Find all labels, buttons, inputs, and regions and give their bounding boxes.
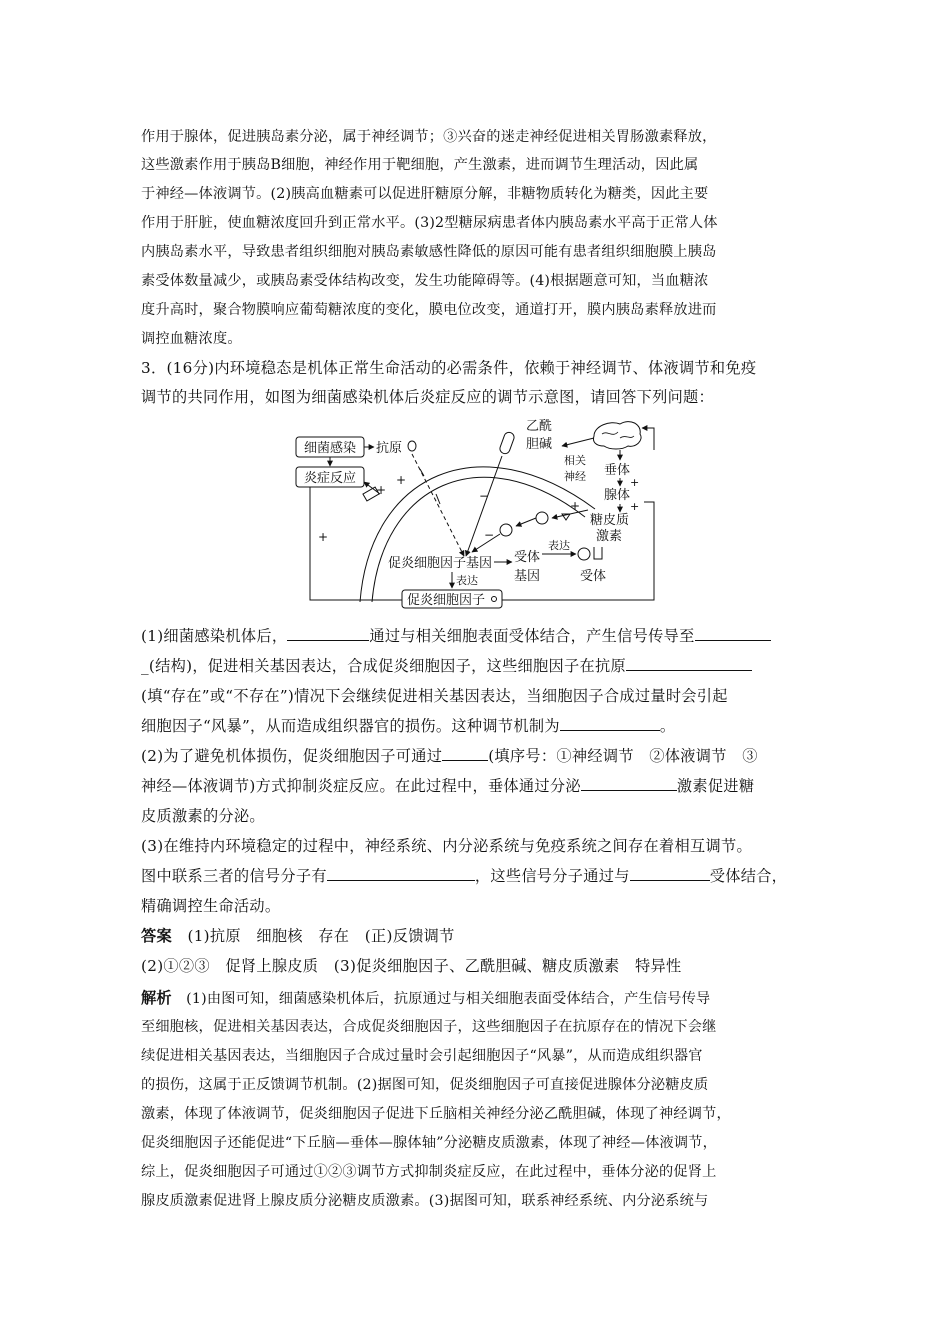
inflammation-regulation-diagram xyxy=(280,414,670,610)
sub1-line xyxy=(141,715,821,736)
receptor-complex-icon xyxy=(536,512,548,524)
pituitary-label: 垂体 xyxy=(604,463,631,478)
plus-sign: + xyxy=(396,473,407,487)
analysis-text: (1)由图可知，细菌感染机体后，抗原通过与相关细胞表面受体结合，产生信号传导 xyxy=(186,991,711,1007)
sub1-line xyxy=(141,655,821,676)
analysis-line: 至细胞核，促进相关基因表达，合成促炎细胞因子，这些细胞因子在抗原存在的情况下会继 xyxy=(141,1019,717,1035)
brain-icon xyxy=(593,422,641,449)
related-nerve-label: 神经 xyxy=(564,470,586,483)
answer-blank[interactable] xyxy=(327,865,475,881)
analysis-line: 激素，体现了体液调节，促炎细胞因子促进下丘脑相关神经分泌乙酰胆碱，体现了神经调节， xyxy=(141,1106,731,1122)
answer-blank[interactable] xyxy=(442,745,488,761)
receptor-icon xyxy=(578,548,590,560)
receptor-label: 受体 xyxy=(580,569,607,584)
acetylcholine-vesicle-icon xyxy=(499,431,516,455)
sub3-text: 受体结合， xyxy=(709,867,788,885)
sub1-text: 通过与相关细胞表面受体结合，产生信号传导至 xyxy=(369,627,695,645)
acetylcholine-label: 乙酰 xyxy=(526,419,553,434)
sub1-text: 。 xyxy=(659,717,676,735)
analysis-line: 综上，促炎细胞因子可通过①②③调节方式抑制炎症反应，在此过程中，垂体分泌的促肾上 xyxy=(141,1164,717,1180)
sub1-line: (填“存在”或“不存在”)情况下会继续促进相关基因表达，当细胞因子合成过量时会引起 xyxy=(141,687,728,705)
sub2-text: (填序号：①神经调节 ②体液调节 ③ xyxy=(488,747,758,765)
glucocorticoid-label: 激素 xyxy=(596,529,623,544)
minus-sign: − xyxy=(484,528,495,542)
prev-explanation-line: 调控血糖浓度。 xyxy=(141,331,242,347)
analysis-line: 的损伤，这属于正反馈调节机制。(2)据图可知，促炎细胞因子可直接促进腺体分泌糖皮质 xyxy=(141,1077,709,1093)
answer-text: (1)抗原 细胞核 存在 (正)反馈调节 xyxy=(187,927,455,945)
related-nerve-label: 相关 xyxy=(564,454,586,467)
answer-blank[interactable] xyxy=(695,625,771,641)
receptor-icon xyxy=(594,547,602,559)
answer-line xyxy=(141,925,821,946)
sub3-text: 图中联系三者的信号分子有 xyxy=(141,867,327,885)
sub2-text: (2)为了避免机体损伤，促炎细胞因子可通过 xyxy=(141,747,443,765)
gland-label: 腺体 xyxy=(604,488,631,503)
analysis-line xyxy=(141,987,821,1008)
answer-blank[interactable] xyxy=(581,775,677,791)
sub2-text: 激素促进糖 xyxy=(676,777,755,795)
sub1-line xyxy=(141,625,821,646)
expression-label: 表达 xyxy=(456,574,478,587)
prev-explanation-line: 于神经—体液调节。(2)胰高血糖素可以促进肝糖原分解，非糖物质转化为糖类，因此主要 xyxy=(141,186,709,202)
antigen-receptor-icon xyxy=(408,441,416,451)
prev-explanation-line: 作用于肝脏，使血糖浓度回升到正常水平。(3)2型糖尿病患者体内胰岛素水平高于正常人体 xyxy=(141,215,718,231)
sub3-line: 精确调控生命活动。 xyxy=(141,897,281,915)
sub1-text: (1)细菌感染机体后， xyxy=(141,627,288,645)
answer-line: (2)①②③ 促肾上腺皮质 (3)促炎细胞因子、乙酰胆碱、糖皮质激素 特异性 xyxy=(141,957,682,975)
sub1-text: _(结构)，促进相关基因表达，合成促炎细胞因子，这些细胞因子在抗原 xyxy=(141,657,626,675)
analysis-line: 腺皮质激素促进肾上腺皮质分泌糖皮质激素。(3)据图可知，联系神经系统、内分泌系统与 xyxy=(141,1193,709,1209)
antigen-label: 抗原 xyxy=(376,441,403,456)
plus-sign: + xyxy=(318,530,329,544)
prev-explanation-line: 作用于腺体，促进胰岛素分泌，属于神经调节；③兴奋的迷走神经促进相关胃肠激素释放， xyxy=(141,129,717,145)
bacteria-infection-label: 细菌感染 xyxy=(303,441,357,456)
sub3-text: ，这些信号分子通过与 xyxy=(474,867,630,885)
plus-sign: + xyxy=(630,476,640,489)
nerve-arrow xyxy=(562,438,594,446)
plus-sign: + xyxy=(570,499,581,513)
sub2-text: 神经—体液调节)方式抑制炎症反应。在此过程中，垂体通过分泌 xyxy=(141,777,581,795)
glucocorticoid-label: 糖皮质 xyxy=(590,513,630,528)
plus-sign: + xyxy=(630,500,640,513)
prev-explanation-line: 这些激素作用于胰岛B细胞，神经作用于靶细胞，产生激素，进而调节生理活动，因此属 xyxy=(141,157,699,173)
pro-gene-label: 促炎细胞因子基因 xyxy=(388,556,493,571)
pro-factor-label: 促炎细胞因子 xyxy=(406,593,486,608)
plus-sign: + xyxy=(376,483,387,497)
sub2-line: 皮质激素的分泌。 xyxy=(141,807,265,825)
acetylcholine-label: 胆碱 xyxy=(526,437,553,452)
cytokine-dot-icon xyxy=(492,597,497,602)
inflammation-label: 炎症反应 xyxy=(303,471,357,486)
receptor-gene-label: 基因 xyxy=(514,569,541,584)
answer-blank[interactable] xyxy=(560,715,660,731)
sub1-text: 细胞因子“风暴”，从而造成组织器官的损伤。这种调节机制为 xyxy=(141,717,560,735)
sub2-line xyxy=(141,775,821,796)
question-stem-line: 调节的共同作用，如图为细菌感染机体后炎症反应的调节示意图，请回答下列问题： xyxy=(141,388,715,406)
sub3-line: (3)在维持内环境稳定的过程中，神经系统、内分泌系统与免疫系统之间存在着相互调节。 xyxy=(141,837,752,855)
analysis-line: 续促进相关基因表达，当细胞因子合成过量时会引起细胞因子“风暴”，从而造成组织器官 xyxy=(141,1048,703,1064)
answer-blank[interactable] xyxy=(626,655,752,671)
question-stem-line: 3．(16分)内环境稳态是机体正常生命活动的必需条件，依赖于神经调节、体液调节和免疫 xyxy=(141,359,757,377)
answer-label: 答案 xyxy=(141,927,172,945)
analysis-label: 解析 xyxy=(141,989,172,1007)
receptor-complex-icon xyxy=(500,524,512,536)
expression-label: 表达 xyxy=(548,539,570,552)
prev-explanation-line: 度升高时，聚合物膜响应葡萄糖浓度的变化，膜电位改变，通道打开，膜内胰岛素释放进而 xyxy=(141,302,717,318)
sub3-line xyxy=(141,865,821,886)
receptor-gene-label: 受体 xyxy=(514,550,541,565)
answer-blank[interactable] xyxy=(287,625,369,641)
sub2-line xyxy=(141,745,821,766)
answer-blank[interactable] xyxy=(630,865,710,881)
analysis-line: 促炎细胞因子还能促进“下丘脑—垂体—腺体轴”分泌糖皮质激素，体现了神经—体液调节， xyxy=(141,1135,718,1151)
minus-sign: − xyxy=(479,489,490,503)
prev-explanation-line: 素受体数量减少，或胰岛素受体结构改变，发生功能障碍等。(4)根据题意可知，当血糖浓 xyxy=(141,273,709,289)
prev-explanation-line: 内胰岛素水平，导致患者组织细胞对胰岛素敏感性降低的原因可能有患者组织细胞膜上胰岛 xyxy=(141,244,717,260)
